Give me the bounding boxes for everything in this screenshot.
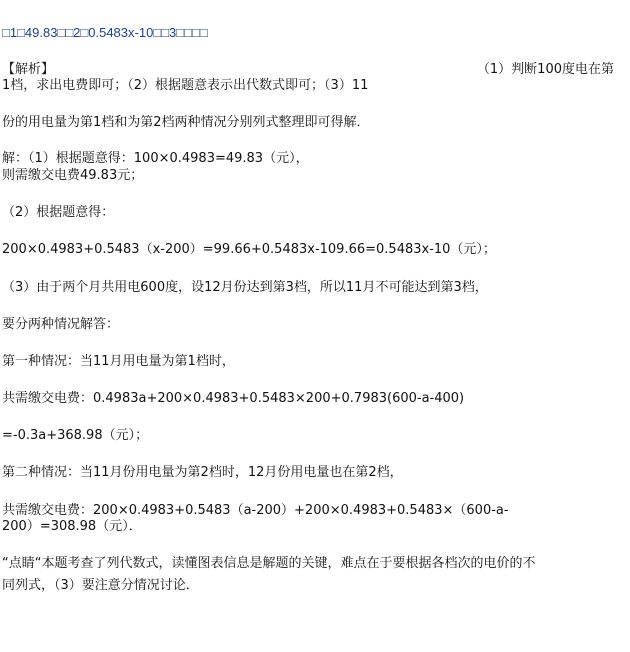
solution-step-2-heading: （2）根据题意得： [2,205,115,220]
answer-summary: □1□49.83□□2□0.5483x-10□□3□□□□ [2,25,208,40]
analysis-intro: （1）判断100度电在第 [476,62,614,77]
comment-line-1: “点睛“本题考查了列代数式，读懂图表信息是解题的关键，难点在于要根据各档次的电价的不 [2,556,536,571]
case-one-heading: 第一种情况：当11月用电量为第1档时， [2,354,235,369]
solution-step-1: 解：（1）根据题意得：100×0.4983=49.83（元）， [2,151,309,166]
comment-line-2: 同列式，（3）要注意分情况讨论． [2,578,199,593]
solution-step-3-cases: 要分两种情况解答： [2,317,120,332]
case-two-heading: 第二种情况：当11月份用电量为第2档时，12月份用电量也在第2档， [2,465,403,480]
solution-step-2-equation: 200×0.4983+0.5483（x-200）=99.66+0.5483x-109.66=0.5483x-10（元）； [2,242,496,257]
case-one-equation: 共需缴交电费：0.4983a+200×0.4983+0.5483×200+0.7983(600-a-400) [2,391,465,406]
case-two-equation: 共需缴交电费：200×0.4983+0.5483（a-200）+200×0.4983+0.5483×（600-a- [2,503,509,518]
analysis-line: 份的用电量为第1档和为第2档两种情况分别列式整理即可得解． [2,115,370,130]
case-two-result: 200）=308.98（元）． [2,519,142,534]
analysis-label: 【解析】 [2,62,55,77]
case-one-result: =-0.3a+368.98（元）； [2,428,149,443]
solution-step-1-result: 则需缴交电费49.83元； [2,168,144,183]
analysis-line: 1档，求出电费即可；（2）根据题意表示出代数式即可；（3）11 [2,78,369,93]
solution-step-3-heading: （3）由于两个月共用电600度，设12月份达到第3档，所以11月不可能达到第3档， [2,280,488,295]
